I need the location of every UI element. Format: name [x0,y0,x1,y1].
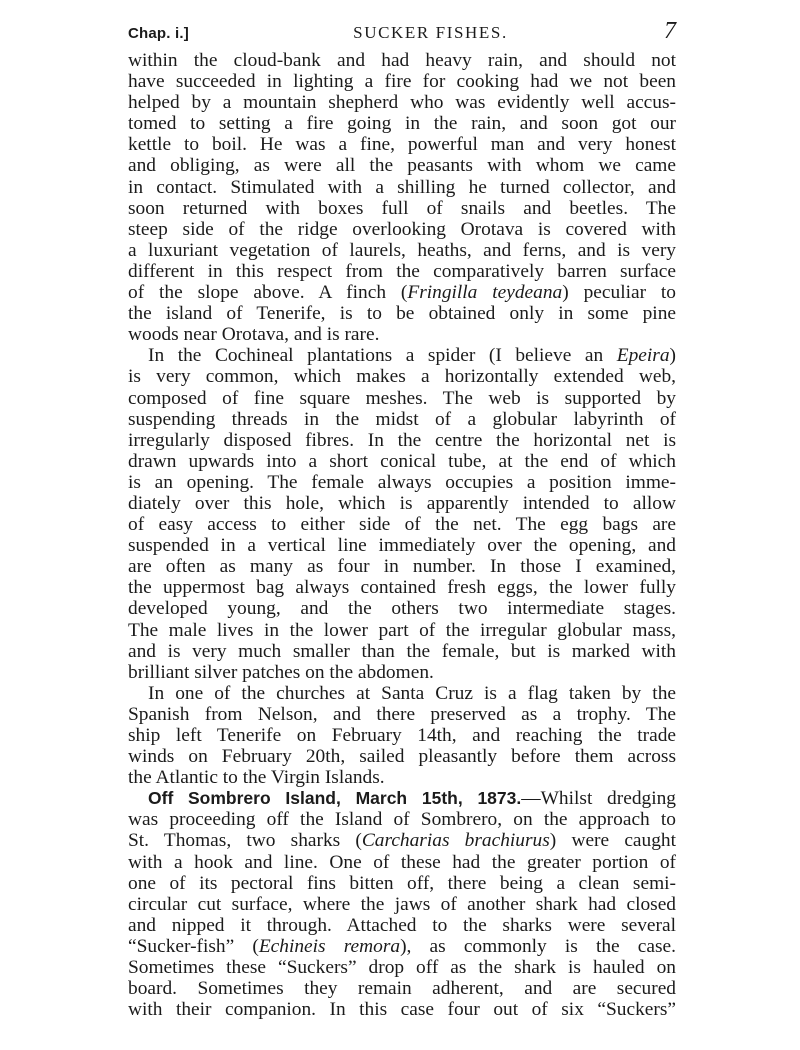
paragraph-2 [128,345,676,683]
text-line: tomed to setting a fire going in the rain, and soon got our [128,113,676,135]
running-header [128,18,676,48]
text-line: board. Sometimes they remain adherent, and are secured [128,978,676,1000]
text-line: helped by a mountain shepherd who was evidently well accus- [128,92,676,114]
text-line: kettle to boil. He was a fine, powerful man and very honest [128,134,676,156]
text-line: in contact. Stimulated with a shilling he turned collector, and [128,176,676,198]
text-line: ship left Tenerife on February 14th, and reaching the trade [128,725,676,746]
text-run: ), as commonly is the case. [400,935,676,957]
text-line: brilliant silver patches on the abdomen. [128,661,434,683]
text-line: of easy access to either side of the net. The egg bags are [128,514,676,536]
text-line: and is very much smaller than the female, but is marked with [128,640,676,662]
text-run: of the slope above. A finch ( [128,282,408,304]
text-line: developed young, and the others two intermediate stages. [128,598,676,620]
text-line: soon returned with boxes full of snails and beetles. The [128,197,676,219]
text-line: circular cut surface, where the jaws of another shark had closed [128,893,676,915]
text-line: In one of the churches at Santa Cruz is a flag taken by the [148,682,676,704]
section-heading: Off Sombrero Island, March 15th, 1873. [148,788,522,809]
text-line: with their companion. In this case four out of six “Suckers” [128,999,676,1021]
text-line: are often as many as four in number. In those I examined, [128,556,676,578]
genus-name: Epeira [616,345,670,367]
text-line: is very common, which makes a horizontally extended web, [128,366,676,388]
paragraph-1 [128,50,676,345]
text-line [128,788,676,809]
text-line: Spanish from Nelson, and there preserved as a trophy. The [128,703,676,725]
running-title: SUCKER FISHES. [353,23,508,42]
text-run: In the Cochineal plantations a spider (I believe an [148,345,617,367]
text-line [128,936,676,957]
text-run: ) peculiar to [562,282,676,304]
text-line: woods near Orotava, and is rare. [128,324,380,346]
text-line: steep side of the ridge overlooking Orotava is covered with [128,218,676,240]
text-line: within the cloud-bank and had heavy rain, and should not [128,50,676,71]
text-line: winds on February 20th, sailed pleasantly before them across [128,746,676,768]
text-line: the island of Tenerife, is to be obtained only in some pine [128,303,676,325]
species-name: Carcharias brachiurus [361,830,550,852]
text-line: one of its pectoral fins bitten off, there being a clean semi- [128,872,676,894]
text-line: irregularly disposed fibres. In the centre the horizontal net is [128,429,676,451]
text-run: —Whilst dredging [521,788,676,810]
text-run: ) were caught [549,830,677,852]
paragraph-4 [128,788,676,1020]
text-line: the uppermost bag always contained fresh eggs, the lower fully [128,577,676,599]
species-name: Fringilla teydeana [407,282,563,304]
text-line: is an opening. The female always occupies a position imme- [128,471,676,493]
text-line: diately over this hole, which is apparently intended to allow [128,492,676,514]
text-line: with a hook and line. One of these had the greater portion of [128,851,676,873]
text-line: drawn upwards into a short conical tube, at the end of which [128,450,676,472]
chapter-label: Chap. i.] [128,25,189,42]
paragraph-3 [128,683,676,788]
text-line: was proceeding off the Island of Sombrero, on the approach to [128,809,676,831]
species-name: Echineis remora [258,935,401,957]
text-line: suspending threads in the midst of a globular labyrinth of [128,408,676,430]
text-run: ) [669,345,676,367]
text-line: Sometimes these “Suckers” drop off as the shark is hauled on [128,957,676,979]
text-run: “Sucker-fish” ( [128,935,259,957]
text-line: the Atlantic to the Virgin Islands. [128,767,385,789]
text-line [128,830,676,851]
text-line [128,282,676,303]
page-number: 7 [664,18,676,44]
text-line: a luxuriant vegetation of laurels, heaths, and ferns, and is very [128,239,676,261]
text-line: different in this respect from the comparatively barren surface [128,260,676,282]
text-line: composed of fine square meshes. The web is supported by [128,387,676,409]
text-run: St. Thomas, two sharks ( [128,830,362,852]
page-body [128,50,676,1020]
text-line: and nipped it through. Attached to the sharks were several [128,914,676,936]
text-line: suspended in a vertical line immediately over the opening, and [128,535,676,557]
text-line: The male lives in the lower part of the irregular globular mass, [128,619,676,641]
text-line: and obliging, as were all the peasants with whom we came [128,155,676,177]
text-line: have succeeded in lighting a fire for cooking had we not been [128,71,676,93]
text-line [128,345,676,366]
